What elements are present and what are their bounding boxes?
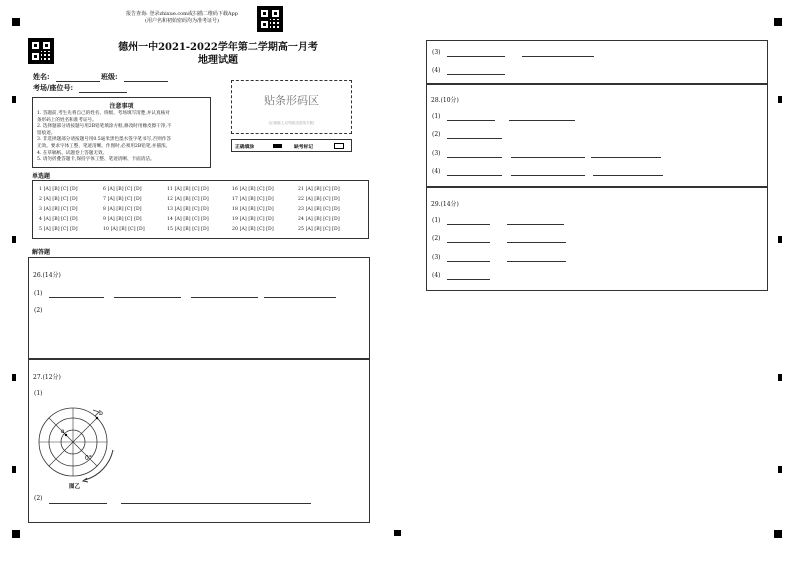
exam-subtitle: 地理试题 xyxy=(198,55,238,66)
mcq-row[interactable]: 18 [A] [B] [C] [D] xyxy=(232,207,274,212)
q29-part3-blank1[interactable] xyxy=(447,261,490,262)
class-label: 班级: xyxy=(101,72,118,81)
q27-box xyxy=(28,359,370,523)
side-mark-r4 xyxy=(778,466,782,473)
q29-title: 29.(14分) xyxy=(431,201,459,208)
mcq-row[interactable]: 14 [A] [B] [C] [D] xyxy=(167,217,209,222)
q28-part2-blank1[interactable] xyxy=(447,138,502,139)
notes-item: 留痕迹。 xyxy=(37,130,56,136)
bottom-mark-center xyxy=(394,530,401,536)
mcq-row[interactable]: 20 [A] [B] [C] [D] xyxy=(232,227,274,232)
mcq-row[interactable]: 9 [A] [B] [C] [D] xyxy=(103,217,142,222)
alignment-mark-bottom-left xyxy=(12,530,20,538)
q27-part2-blank1[interactable] xyxy=(49,503,107,504)
q26-part1-blank4[interactable] xyxy=(264,297,336,298)
q27-figure-caption: 图乙 xyxy=(69,484,81,490)
mcq-row[interactable]: 1 [A] [B] [C] [D] xyxy=(39,187,78,192)
student-qr-code-icon xyxy=(28,38,54,64)
q28-part2-label: (2) xyxy=(432,131,441,138)
q27-part1-label: (1) xyxy=(34,390,43,397)
mcq-row[interactable]: 5 [A] [B] [C] [D] xyxy=(39,227,78,232)
q28-part1-blank2[interactable] xyxy=(509,120,575,121)
app-qr-code-icon xyxy=(257,6,283,32)
mcq-row[interactable]: 21 [A] [B] [C] [D] xyxy=(298,187,340,192)
q26-part4-blank1[interactable] xyxy=(447,74,505,75)
barcode-hint: (正面朝上,切勿贴出虚线方框) xyxy=(268,121,315,125)
q26-part3-label: (3) xyxy=(432,49,441,56)
alignment-mark-top-left xyxy=(12,18,20,26)
q28-title: 28.(10分) xyxy=(431,97,459,104)
name-field[interactable] xyxy=(56,81,100,82)
exam-title: 德州一中2021-2022学年第二学期高一月考 xyxy=(118,42,318,53)
notes-item: 2. 选择题部分请按题号用2B铅笔填涂方框,修改时用橡皮擦干净,不 xyxy=(37,124,172,130)
q26-part4-label: (4) xyxy=(432,67,441,74)
q27-part2-blank2[interactable] xyxy=(121,503,311,504)
notes-item: 无效。要求字体工整、笔迹清晰。作图时,必须用2B铅笔,并描浓。 xyxy=(37,143,171,149)
q29-part1-blank1[interactable] xyxy=(447,224,490,225)
q28-box xyxy=(426,84,768,187)
mcq-row[interactable]: 24 [A] [B] [C] [D] xyxy=(298,217,340,222)
alignment-mark-bottom-right xyxy=(774,530,782,538)
q28-part3-blank3[interactable] xyxy=(591,157,661,158)
q29-part2-blank1[interactable] xyxy=(447,242,490,243)
mcq-row[interactable]: 17 [A] [B] [C] [D] xyxy=(232,197,274,202)
side-mark-l1 xyxy=(12,96,16,103)
mcq-row[interactable]: 3 [A] [B] [C] [D] xyxy=(39,207,78,212)
fill-legend xyxy=(231,139,352,152)
notes-item: 条形码上的姓名和准考证号。 xyxy=(37,117,97,123)
q26-part3-blank1[interactable] xyxy=(447,56,505,57)
q26-continued-box xyxy=(426,40,768,84)
mcq-row[interactable]: 23 [A] [B] [C] [D] xyxy=(298,207,340,212)
mcq-row[interactable]: 22 [A] [B] [C] [D] xyxy=(298,197,340,202)
seat-label: 考场/座位号: xyxy=(33,83,74,92)
q26-part1-label: (1) xyxy=(34,290,43,297)
q26-part2-label: (2) xyxy=(34,307,43,314)
q28-part3-blank1[interactable] xyxy=(447,157,502,158)
mcq-section-label: 单选题 xyxy=(32,173,51,180)
mcq-row[interactable]: 2 [A] [B] [C] [D] xyxy=(39,197,78,202)
side-mark-r1 xyxy=(778,96,782,103)
mcq-box xyxy=(32,180,369,239)
point-b xyxy=(96,417,98,419)
q26-title: 26.(14分) xyxy=(33,272,61,279)
notes-item: 3. 非选择题部分请按题号用0.5毫米黑色墨水签字笔书写,否则作答 xyxy=(37,137,172,143)
mcq-row[interactable]: 25 [A] [B] [C] [D] xyxy=(298,227,340,232)
q28-part4-blank2[interactable] xyxy=(511,175,585,176)
side-mark-r3 xyxy=(778,374,782,381)
mcq-row[interactable]: 6 [A] [B] [C] [D] xyxy=(103,187,142,192)
side-mark-r2 xyxy=(778,236,782,243)
notes-item: 1. 答题前,考生先将自己的姓名、班级、考场填写清楚,并认真核对 xyxy=(37,111,170,116)
label-zero-degree: 0° xyxy=(85,455,92,462)
class-field[interactable] xyxy=(124,81,168,82)
q29-part4-blank1[interactable] xyxy=(447,279,490,280)
mcq-row[interactable]: 12 [A] [B] [C] [D] xyxy=(167,197,209,202)
q29-box xyxy=(426,187,768,291)
q29-part1-blank2[interactable] xyxy=(507,224,564,225)
side-mark-l3 xyxy=(12,374,16,381)
barcode-title: 贴条形码区 xyxy=(264,94,319,107)
q29-part2-label: (2) xyxy=(432,235,441,242)
mcq-row[interactable]: 19 [A] [B] [C] [D] xyxy=(232,217,274,222)
q27-title: 27.(12分) xyxy=(33,374,61,381)
mcq-row[interactable]: 13 [A] [B] [C] [D] xyxy=(167,207,209,212)
q26-part1-blank2[interactable] xyxy=(114,297,181,298)
name-label: 姓名: xyxy=(33,72,50,81)
q26-part3-blank2[interactable] xyxy=(522,56,594,57)
q28-part1-blank1[interactable] xyxy=(447,120,495,121)
q28-part3-blank2[interactable] xyxy=(511,157,585,158)
q27-part2-label: (2) xyxy=(34,495,43,502)
label-b: b xyxy=(99,410,103,417)
mcq-row[interactable]: 16 [A] [B] [C] [D] xyxy=(232,187,274,192)
q29-part3-blank2[interactable] xyxy=(507,261,566,262)
q28-part3-label: (3) xyxy=(432,150,441,157)
side-mark-l2 xyxy=(12,236,16,243)
alignment-mark-top-right xyxy=(774,18,782,26)
notes-item: 5. 请勿折叠答题卡,保持字体工整、笔迹清晰、卡面清洁。 xyxy=(37,157,155,163)
q27-polar-diagram xyxy=(35,402,135,494)
mcq-row[interactable]: 4 [A] [B] [C] [D] xyxy=(39,217,78,222)
q28-part1-label: (1) xyxy=(432,113,441,120)
notes-box xyxy=(32,97,211,168)
answer-section-label: 解答题 xyxy=(32,249,51,256)
q26-part1-blank3[interactable] xyxy=(191,297,258,298)
point-a xyxy=(65,434,67,436)
mcq-row[interactable]: 8 [A] [B] [C] [D] xyxy=(103,207,142,212)
mcq-row[interactable]: 10 [A] [B] [C] [D] xyxy=(103,227,145,232)
label-a: a xyxy=(61,428,65,435)
correct-fill-label: 正确填涂 xyxy=(235,144,255,150)
mcq-row[interactable]: 15 [A] [B] [C] [D] xyxy=(167,227,209,232)
side-mark-l4 xyxy=(12,466,16,473)
q29-part2-blank2[interactable] xyxy=(507,242,566,243)
q28-part4-blank3[interactable] xyxy=(593,175,663,176)
mcq-row[interactable]: 11 [A] [B] [C] [D] xyxy=(167,187,209,192)
notes-title: 注意事项 xyxy=(109,103,134,110)
q29-part4-label: (4) xyxy=(432,272,441,279)
q29-part1-label: (1) xyxy=(432,217,441,224)
correct-fill-sample xyxy=(273,144,282,148)
notes-item: 4. 在草稿纸、试题卷上答题无效。 xyxy=(37,150,108,156)
absent-mark-checkbox[interactable] xyxy=(334,143,344,149)
q26-box xyxy=(28,257,370,359)
q26-part1-blank1[interactable] xyxy=(49,297,104,298)
barcode-area xyxy=(231,80,352,134)
q28-part4-label: (4) xyxy=(432,168,441,175)
q28-part4-blank1[interactable] xyxy=(447,175,502,176)
mcq-row[interactable]: 7 [A] [B] [C] [D] xyxy=(103,197,142,202)
seat-field[interactable] xyxy=(79,92,127,93)
absent-mark-label: 缺考标记 xyxy=(294,144,314,150)
report-query-notice: 报告查询: 登录zhixue.com或扫描二维码下载App (用户名和初始密码均为准考证号) xyxy=(126,11,238,24)
q29-part3-label: (3) xyxy=(432,254,441,261)
